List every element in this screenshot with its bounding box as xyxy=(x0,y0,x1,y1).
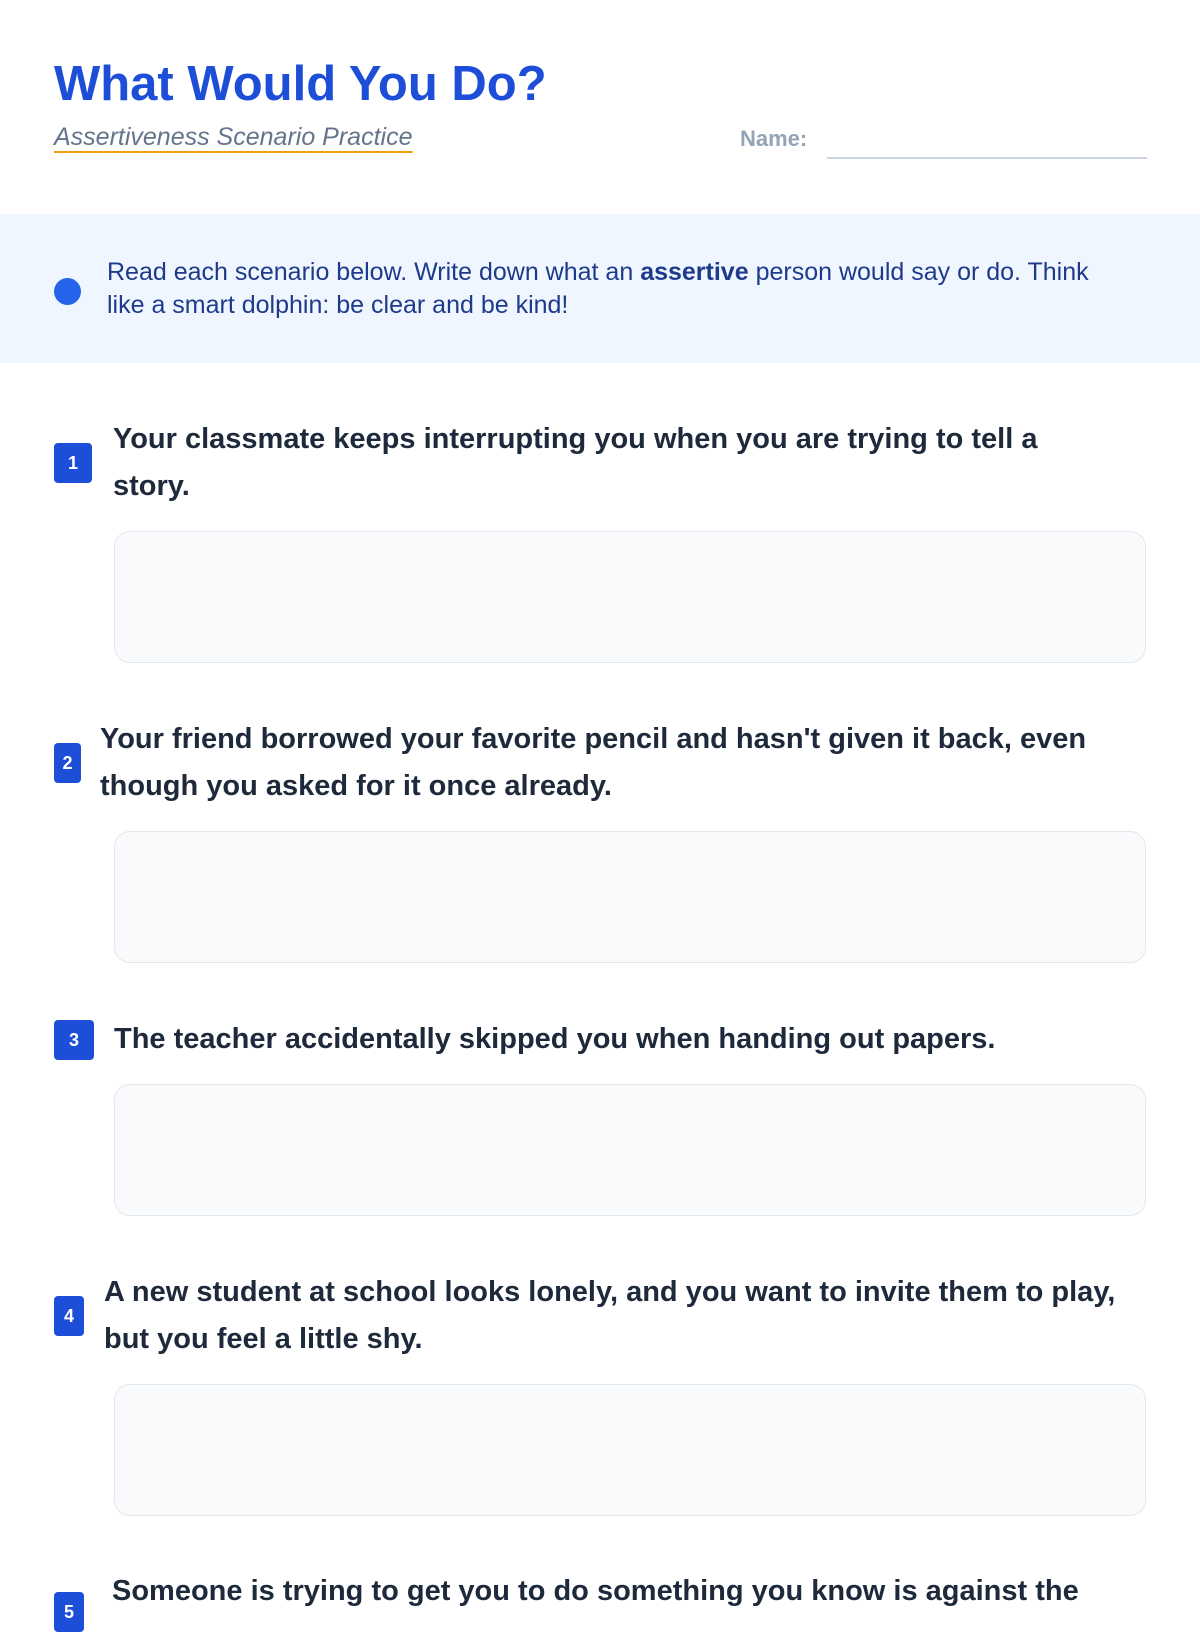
page-subtitle: Assertiveness Scenario Practice xyxy=(54,123,413,151)
question-number-badge: 4 xyxy=(54,1296,84,1336)
answer-box[interactable] xyxy=(114,1084,1146,1216)
answer-box[interactable] xyxy=(114,831,1146,963)
name-field[interactable] xyxy=(827,157,1147,159)
question-number-badge: 2 xyxy=(54,743,81,783)
answer-box[interactable] xyxy=(114,1384,1146,1516)
question-number-badge: 3 xyxy=(54,1020,94,1060)
name-label: Name: xyxy=(740,126,808,151)
worksheet-header xyxy=(54,54,1148,151)
question-number-badge: 5 xyxy=(54,1592,84,1632)
page-title: What Would You Do? xyxy=(54,57,547,111)
answer-box[interactable] xyxy=(114,531,1146,663)
instruction-text-start: Read each scenario below. Write down what an xyxy=(107,258,641,286)
question-text: Your classmate keeps interrupting you when you are trying to tell a story. xyxy=(113,423,1038,502)
question-text: A new student at school looks lonely, and you want to invite them to play, but you feel a little shy. xyxy=(104,1276,1116,1355)
question-number-badge: 1 xyxy=(54,443,92,483)
question-text: Your friend borrowed your favorite pencil and hasn't given it back, even though you asked for it once already. xyxy=(100,723,1087,802)
instruction-keyword: assertive xyxy=(640,258,749,286)
instruction-text-end: person would say or do. Think like a smart dolphin: be clear and be kind! xyxy=(107,258,1089,319)
bullet-dot-icon xyxy=(54,278,81,305)
question-text: Someone is trying to get you to do something you know is against the xyxy=(112,1575,1079,1607)
instruction-text xyxy=(107,256,1127,322)
question-text: The teacher accidentally skipped you when handing out papers. xyxy=(114,1023,996,1055)
